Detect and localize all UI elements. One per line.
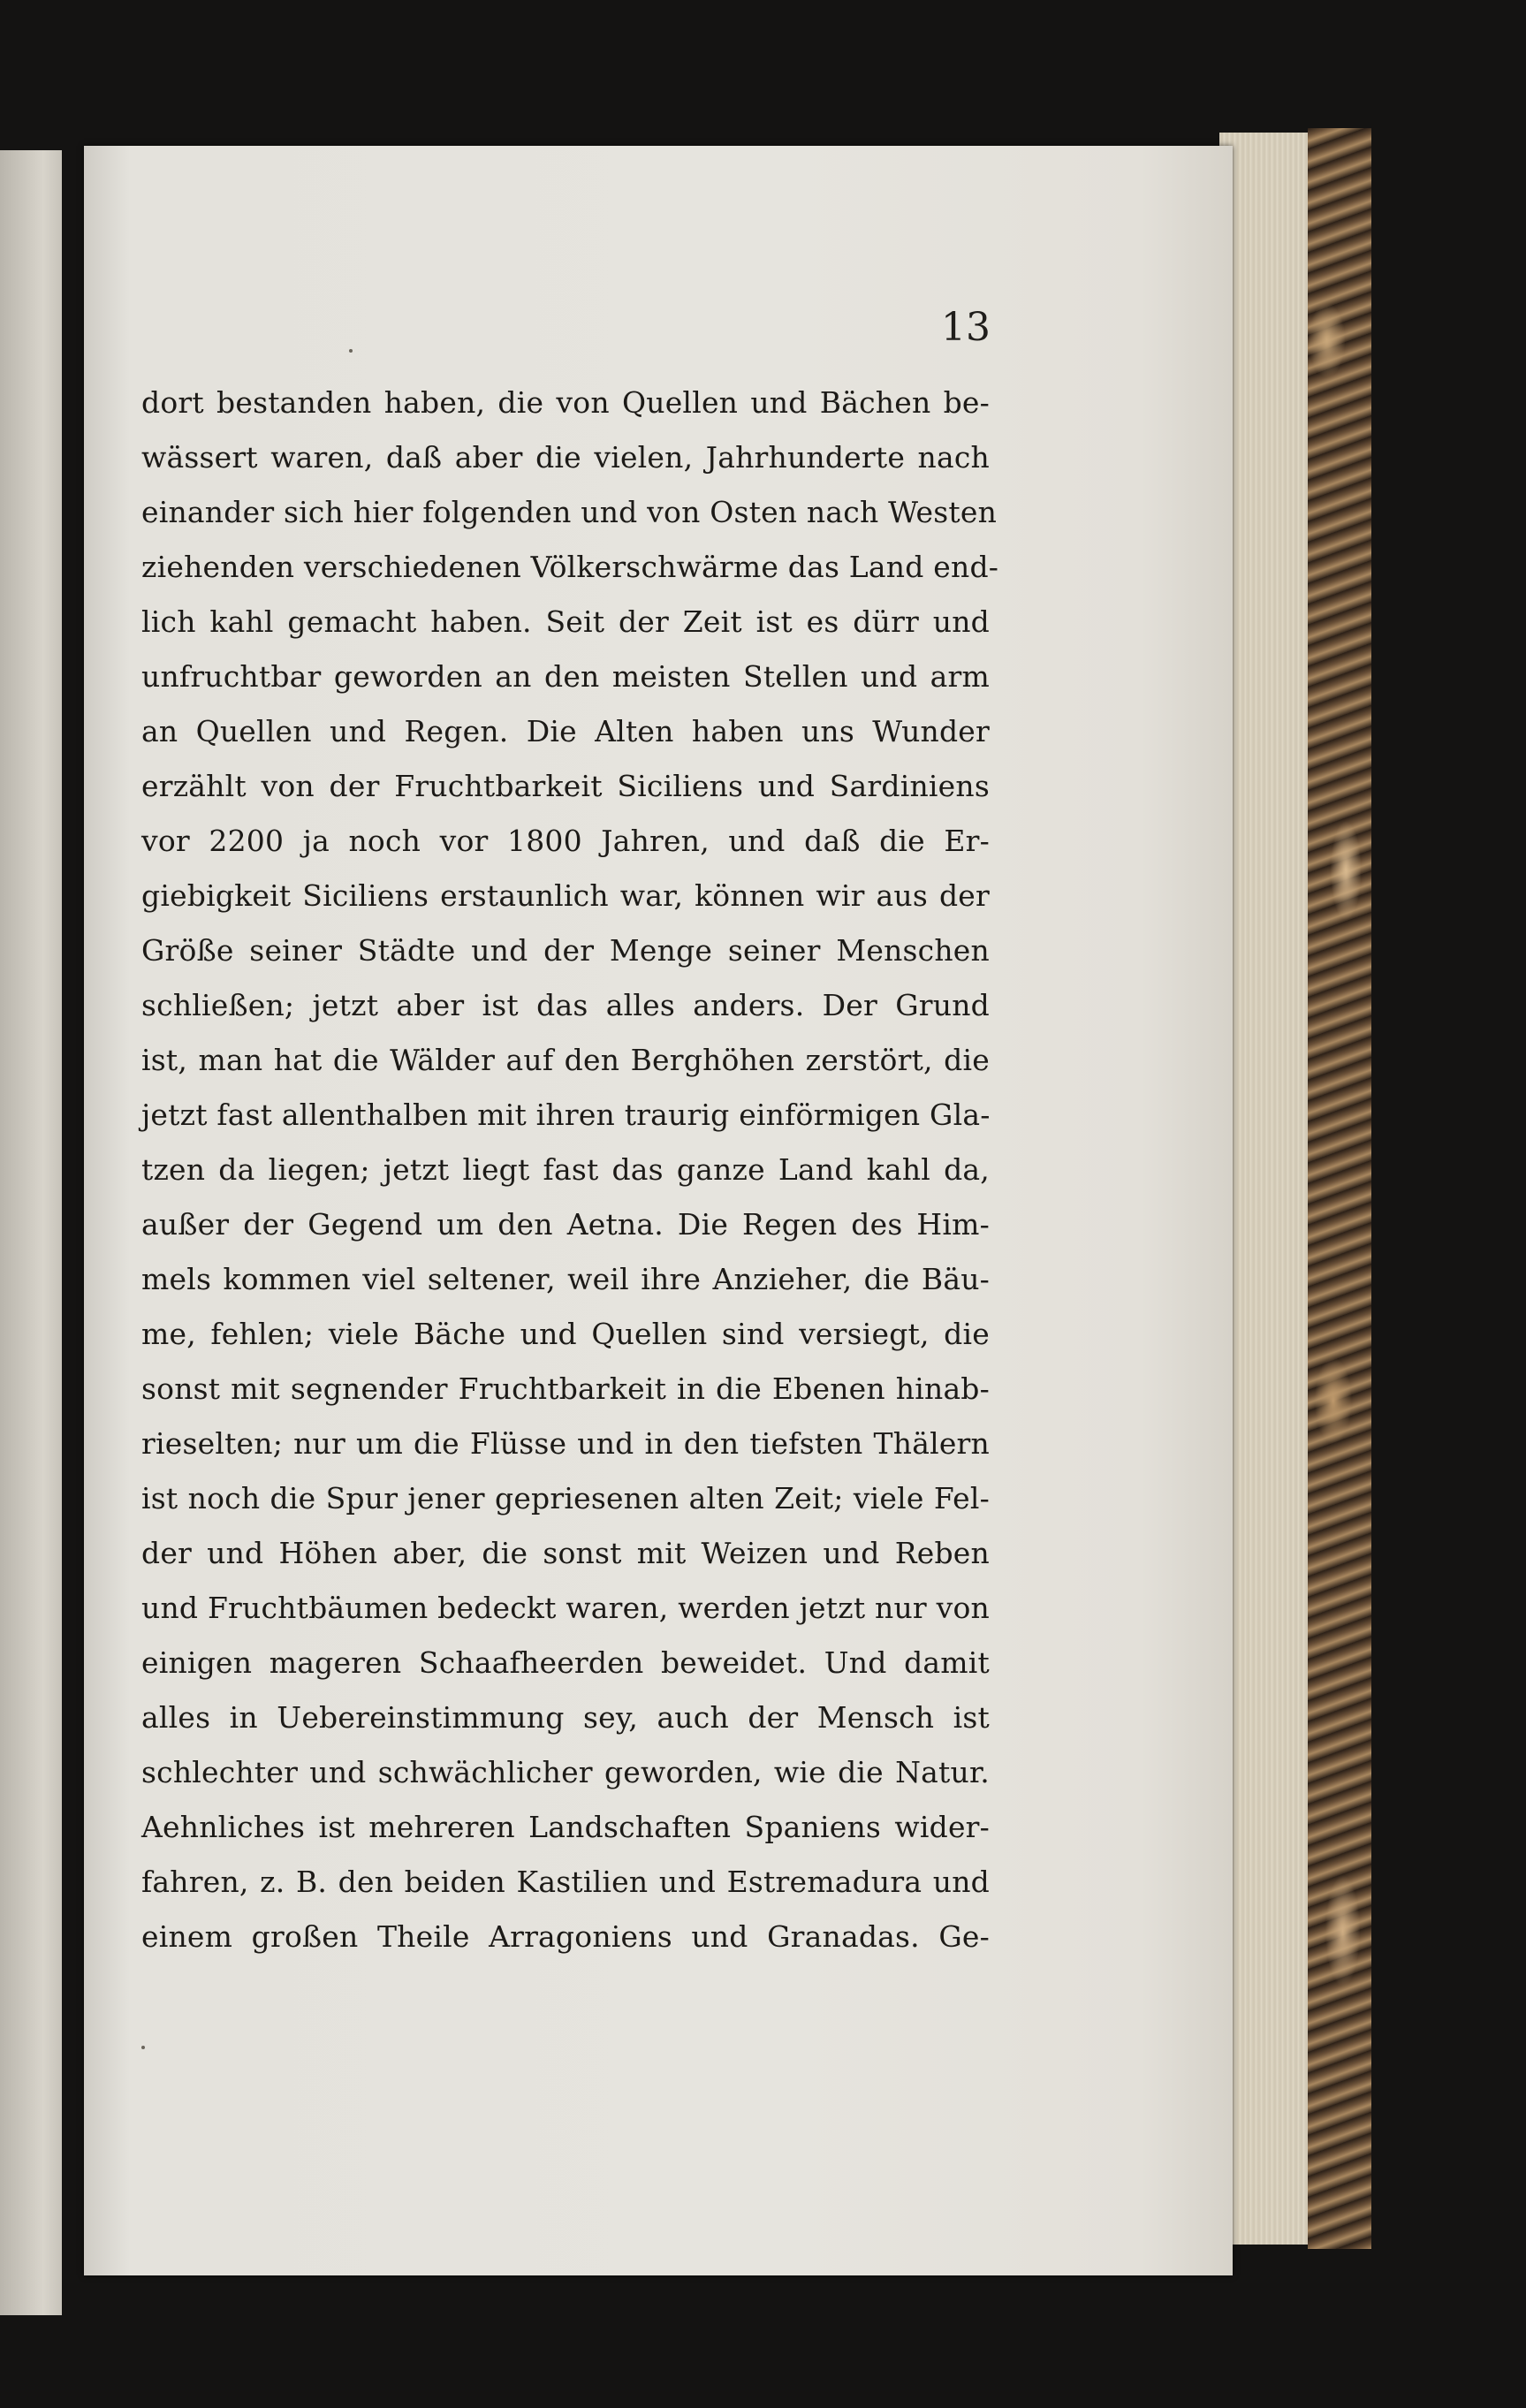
paper-speck: [349, 349, 353, 353]
text-line: dort bestanden haben, die von Quellen und Bächen be-: [141, 385, 990, 420]
text-line: schließen; jetzt aber ist das alles anders. Der Grund: [141, 988, 990, 1022]
text-line: Größe seiner Städte und der Menge seiner Menschen: [141, 933, 990, 968]
text-line: lich kahl gemacht haben. Seit der Zeit ist es dürr und: [141, 604, 990, 639]
text-line: schlechter und schwächlicher geworden, wie die Natur.: [141, 1755, 990, 1789]
text-line: der und Höhen aber, die sonst mit Weizen und Reben: [141, 1536, 990, 1570]
text-line: Aehnliches ist mehreren Landschaften Spaniens wider-: [141, 1810, 990, 1844]
text-line: sonst mit segnender Fruchtbarkeit in die Ebenen hinab-: [141, 1371, 990, 1406]
text-line: wässert waren, daß aber die vielen, Jahrhunderte nach: [141, 440, 990, 475]
text-line: unfruchtbar geworden an den meisten Stellen und arm: [141, 659, 990, 694]
text-line: einigen mageren Schaafheerden beweidet. Und damit: [141, 1645, 990, 1680]
text-line: rieselten; nur um die Flüsse und in den tiefsten Thälern: [141, 1426, 990, 1461]
marbled-cover-edge: [1308, 128, 1371, 2249]
body-text: [141, 376, 999, 1964]
text-line: ist noch die Spur jener gepriesenen alten Zeit; viele Fel-: [141, 1481, 990, 1515]
text-line: giebigkeit Siciliens erstaunlich war, können wir aus der: [141, 878, 990, 913]
text-line: und Fruchtbäumen bedeckt waren, werden jetzt nur von: [141, 1591, 990, 1625]
text-line: vor 2200 ja noch vor 1800 Jahren, und daß die Er-: [141, 824, 990, 858]
text-line: einem großen Theile Arragoniens und Granadas. Ge-: [141, 1919, 990, 1954]
page-number: 13: [941, 305, 991, 350]
text-line: tzen da liegen; jetzt liegt fast das ganze Land kahl da,: [141, 1152, 990, 1187]
text-line: einander sich hier folgenden und von Osten nach Westen: [141, 495, 998, 529]
text-line: me, fehlen; viele Bäche und Quellen sind versiegt, die: [141, 1317, 990, 1351]
text-line: außer der Gegend um den Aetna. Die Regen des Him-: [141, 1207, 990, 1242]
text-line: an Quellen und Regen. Die Alten haben uns Wunder: [141, 714, 990, 748]
text-line: ist, man hat die Wälder auf den Berghöhen zerstört, die: [141, 1043, 990, 1077]
text-line: erzählt von der Fruchtbarkeit Siciliens und Sardiniens: [141, 769, 990, 803]
paper-speck: [141, 2046, 145, 2049]
left-page-edge: [0, 150, 62, 2315]
text-line: jetzt fast allenthalben mit ihren traurig einförmigen Gla-: [141, 1098, 991, 1132]
text-line: fahren, z. B. den beiden Kastilien und Estremadura und: [141, 1865, 990, 1899]
text-line: mels kommen viel seltener, weil ihre Anzieher, die Bäu-: [141, 1262, 990, 1296]
text-line: alles in Uebereinstimmung sey, auch der Mensch ist: [141, 1700, 990, 1735]
text-line: ziehenden verschiedenen Völkerschwärme das Land end-: [141, 550, 999, 584]
page-block-edge: [1219, 133, 1317, 2245]
